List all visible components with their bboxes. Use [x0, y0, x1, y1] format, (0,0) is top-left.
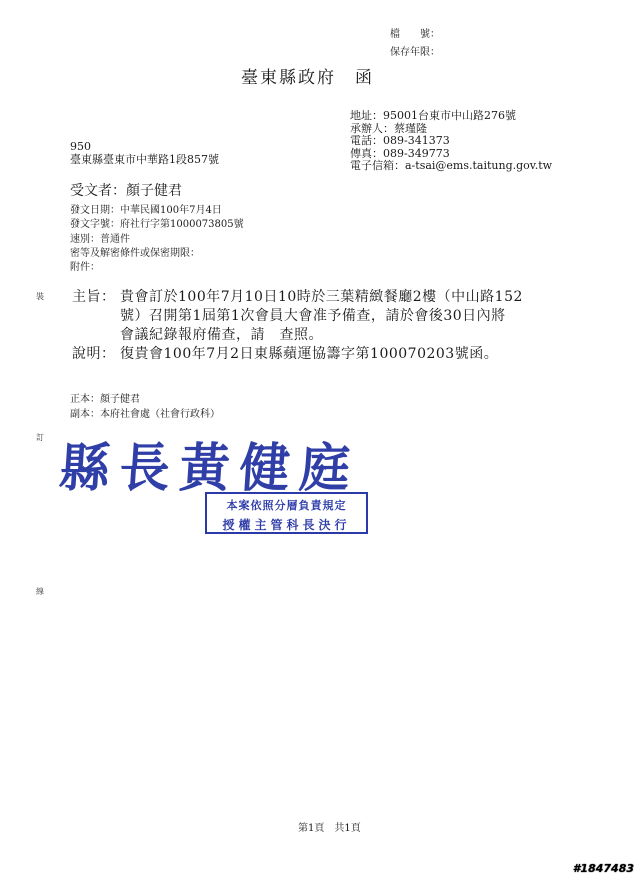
subject-line-3: 會議紀錄報府備查，請 查照。	[120, 327, 323, 343]
meta-speed: 速別：普通件	[70, 234, 130, 245]
explanation-label: 說明：	[72, 346, 116, 362]
meta-doc-number: 發文字號：府社行字第1000073805號	[70, 219, 244, 230]
sender-contact: 承辦人：蔡瑾隆	[350, 121, 427, 135]
sender-address: 地址：95001台東市中山路276號	[350, 109, 516, 122]
subject-line-1: 貴會訂於100年7月10日10時於三葉精緻餐廳2樓（中山路152	[120, 289, 523, 305]
distribution-copy: 副本：本府社會處（社會行政科）	[70, 409, 220, 420]
sender-fax: 傳真：089-349773	[350, 146, 450, 160]
meta-date: 發文日期：中華民國100年7月4日	[70, 205, 222, 216]
authorization-stamp	[205, 492, 368, 534]
stamp-line-2: 授權主管科長決行	[222, 518, 351, 532]
recipient-postcode: 950	[70, 140, 91, 153]
retention-label: 保存年限：	[390, 47, 440, 58]
sender-email: 電子信箱：a-tsai@ems.taitung.gov.tw	[350, 159, 553, 172]
file-number-label: 檔 號：	[390, 29, 440, 40]
subject-label: 主旨：	[72, 289, 116, 305]
explanation-line-1: 復貴會100年7月2日東縣蘋運協籌字第100070203號函。	[120, 346, 499, 362]
document-title: 臺東縣政府 函	[241, 68, 374, 88]
sender-info	[350, 109, 552, 172]
distribution-original: 正本：顏子健君	[70, 394, 140, 405]
sender-phone: 電話：089-341373	[350, 134, 450, 147]
meta-secrecy: 密等及解密條件或保密期限：	[70, 248, 200, 259]
document-id: #1847483	[572, 862, 634, 875]
recipient-street: 臺東縣臺東市中華路1段857號	[70, 153, 219, 166]
binding-mark-top: 裝	[36, 292, 44, 301]
stamp-line-1: 本案依照分層負責規定	[226, 499, 347, 512]
subject-line-2: 號）召開第1屆第1次會員大會准予備查，請於會後30日內將	[120, 308, 506, 324]
binding-mark-middle: 訂	[36, 433, 44, 442]
binding-mark-bottom: 線	[36, 587, 44, 596]
signature-seal: 縣長黃健庭	[57, 436, 362, 499]
page-info: 第1頁 共1頁	[298, 823, 361, 834]
recipient: 受文者：顏子健君	[70, 183, 182, 199]
meta-attachment: 附件：	[70, 262, 100, 273]
